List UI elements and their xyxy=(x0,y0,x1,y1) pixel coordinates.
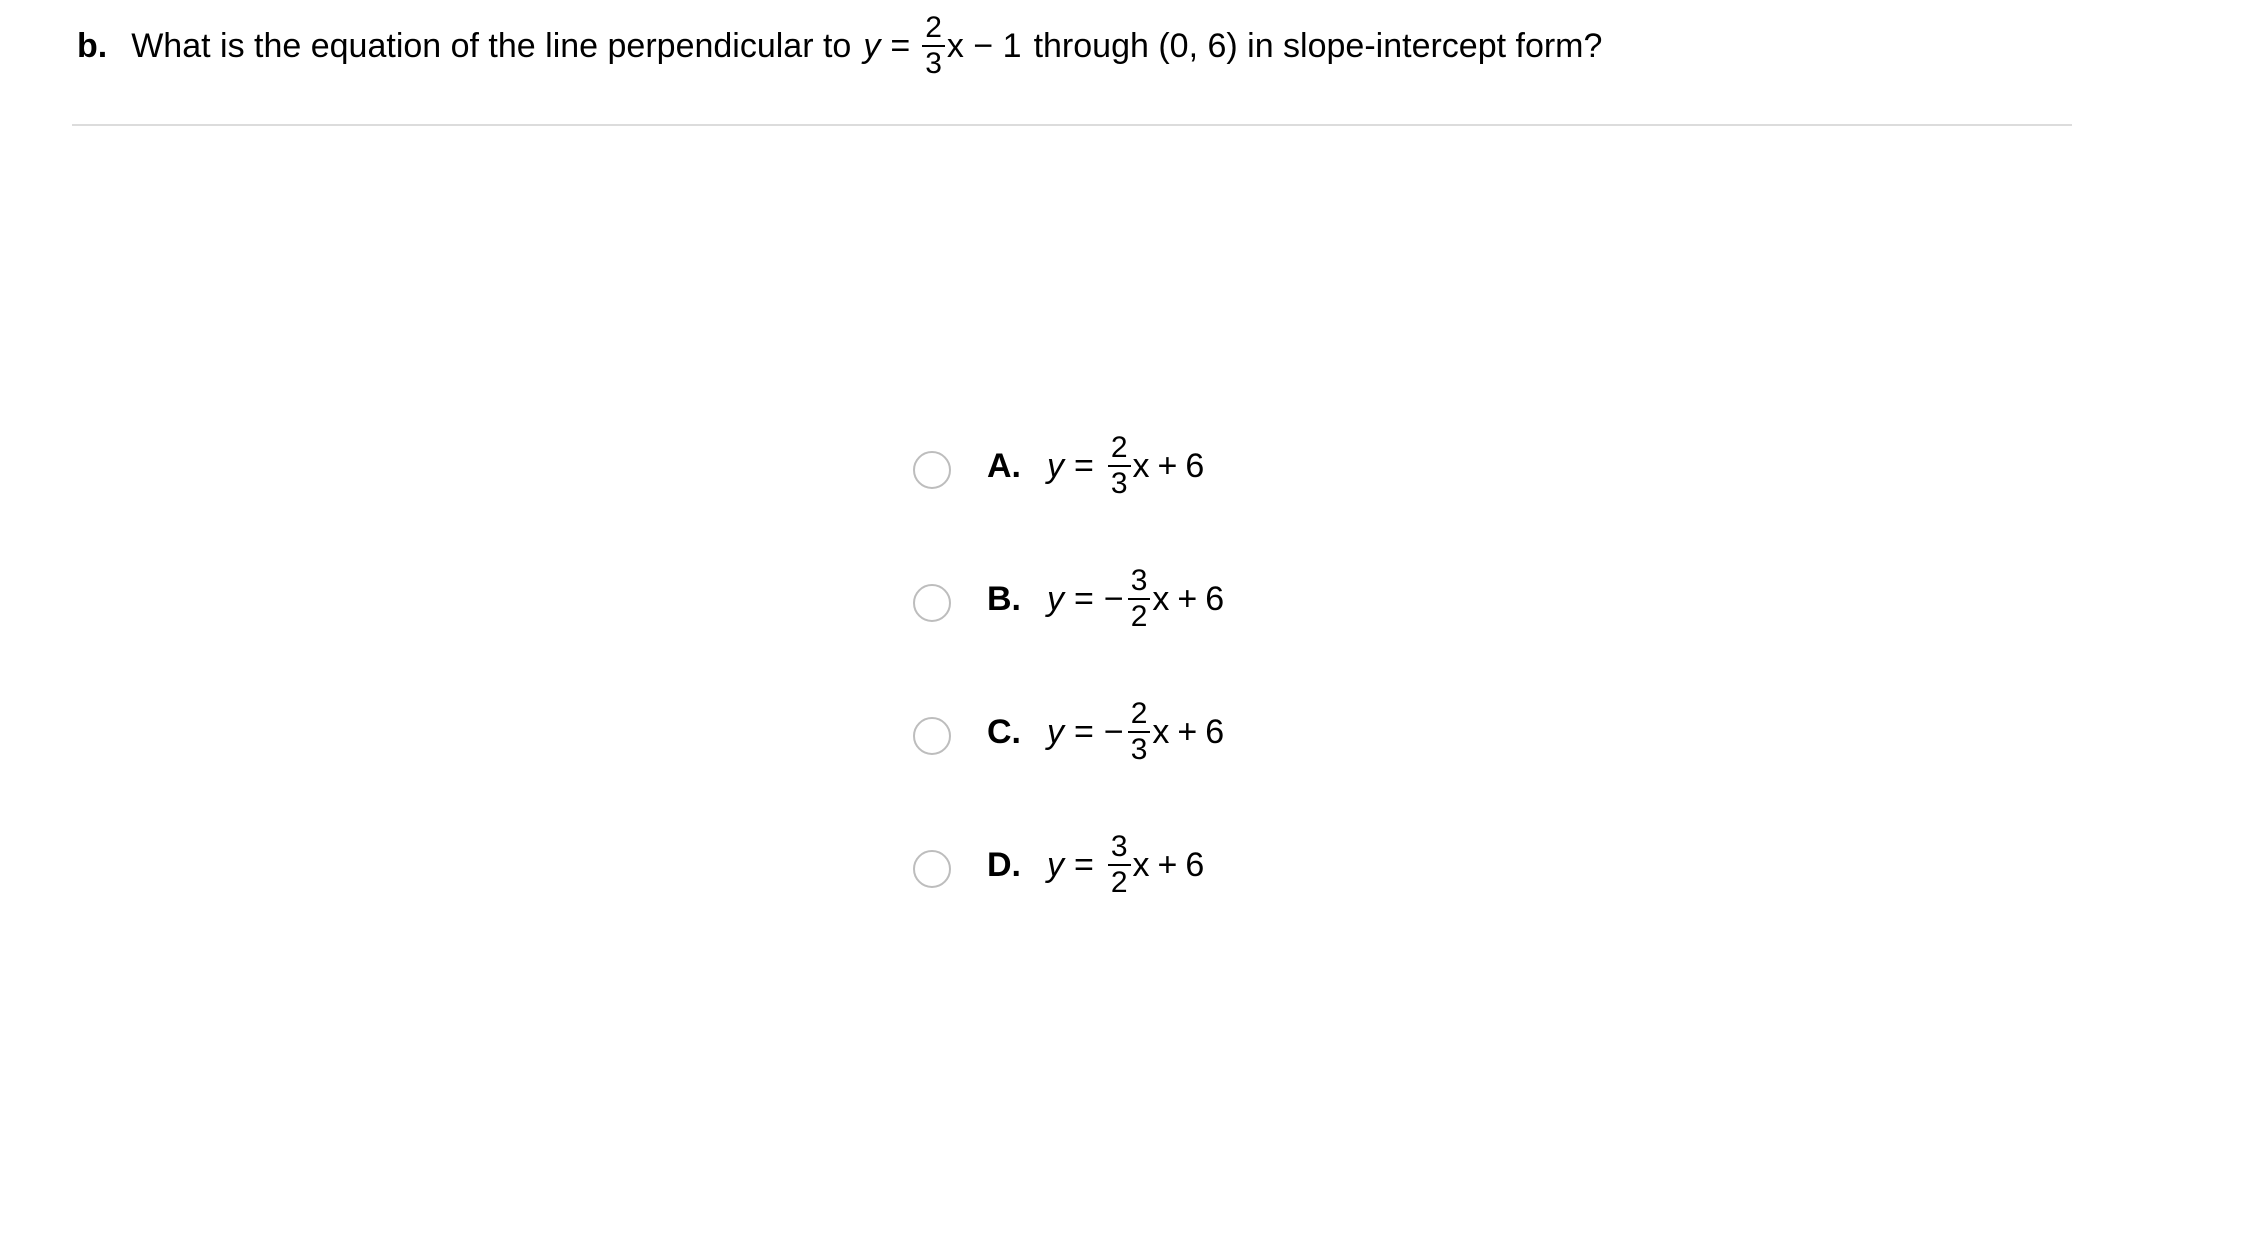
choice-variable: y xyxy=(1047,845,1064,884)
choice-a[interactable] xyxy=(913,431,1224,578)
fraction-numerator: 2 xyxy=(1128,699,1151,733)
choice-plus: + xyxy=(1157,845,1178,884)
fraction-denominator: 3 xyxy=(1110,467,1128,500)
choice-equals: = xyxy=(1074,446,1094,485)
radio-button-b[interactable] xyxy=(913,584,951,622)
choice-b[interactable] xyxy=(913,564,1225,711)
equation-remainder: x − 1 xyxy=(946,26,1022,65)
choice-fraction xyxy=(1108,433,1131,499)
question-text-before: What is the equation of the line perpendicular to xyxy=(131,26,852,65)
choice-d-content[interactable] xyxy=(987,829,1204,901)
choice-plus: + xyxy=(1157,446,1178,485)
question-equation xyxy=(863,13,1021,79)
choice-x: x xyxy=(1132,845,1150,884)
equation-fraction xyxy=(922,13,945,79)
choice-fraction xyxy=(1128,699,1151,765)
choice-equals: = xyxy=(1074,845,1094,884)
choice-fraction xyxy=(1108,832,1131,898)
equation-variable: y xyxy=(863,26,881,65)
choice-variable: y xyxy=(1047,579,1064,618)
choice-variable: y xyxy=(1047,446,1064,485)
answer-choices xyxy=(913,431,1225,977)
fraction-denominator: 2 xyxy=(1130,600,1148,633)
fraction-denominator: 3 xyxy=(1130,733,1148,766)
choice-x: x xyxy=(1152,579,1170,618)
divider xyxy=(72,124,2072,126)
fraction-numerator: 3 xyxy=(1128,566,1151,600)
choice-plus: + xyxy=(1177,712,1198,751)
choice-sign: − xyxy=(1103,579,1124,618)
equation-equals: = xyxy=(890,26,911,65)
choice-constant: 6 xyxy=(1185,446,1205,485)
fraction-denominator: 2 xyxy=(1110,866,1128,899)
radio-button-a[interactable] xyxy=(913,451,951,489)
fraction-numerator: 2 xyxy=(1108,433,1131,467)
question-text-after: through (0, 6) in slope-intercept form? xyxy=(1033,26,1603,65)
choice-x: x xyxy=(1152,712,1170,751)
choice-sign: − xyxy=(1103,712,1124,751)
choice-variable: y xyxy=(1047,712,1064,751)
fraction-denominator: 3 xyxy=(925,47,942,80)
choice-equals: = xyxy=(1074,579,1094,618)
choice-b-content[interactable] xyxy=(987,563,1224,635)
choice-letter: D. xyxy=(987,845,1021,884)
choice-c[interactable] xyxy=(913,697,1225,844)
choice-fraction xyxy=(1128,566,1151,632)
choice-equals: = xyxy=(1074,712,1094,751)
choice-c-content[interactable] xyxy=(987,696,1224,768)
choice-constant: 6 xyxy=(1185,845,1205,884)
choice-x: x xyxy=(1132,446,1150,485)
choice-constant: 6 xyxy=(1205,579,1225,618)
choice-letter: C. xyxy=(987,712,1021,751)
choice-a-content[interactable] xyxy=(987,430,1204,502)
choice-letter: B. xyxy=(987,579,1021,618)
fraction-numerator: 2 xyxy=(922,13,945,47)
choice-letter: A. xyxy=(987,446,1021,485)
choice-plus: + xyxy=(1177,579,1198,618)
radio-button-c[interactable] xyxy=(913,717,951,755)
question-label: b. xyxy=(77,26,108,65)
question-prompt xyxy=(77,10,1602,82)
choice-constant: 6 xyxy=(1205,712,1225,751)
choice-d[interactable] xyxy=(913,830,1224,977)
radio-button-d[interactable] xyxy=(913,850,951,888)
fraction-numerator: 3 xyxy=(1108,832,1131,866)
